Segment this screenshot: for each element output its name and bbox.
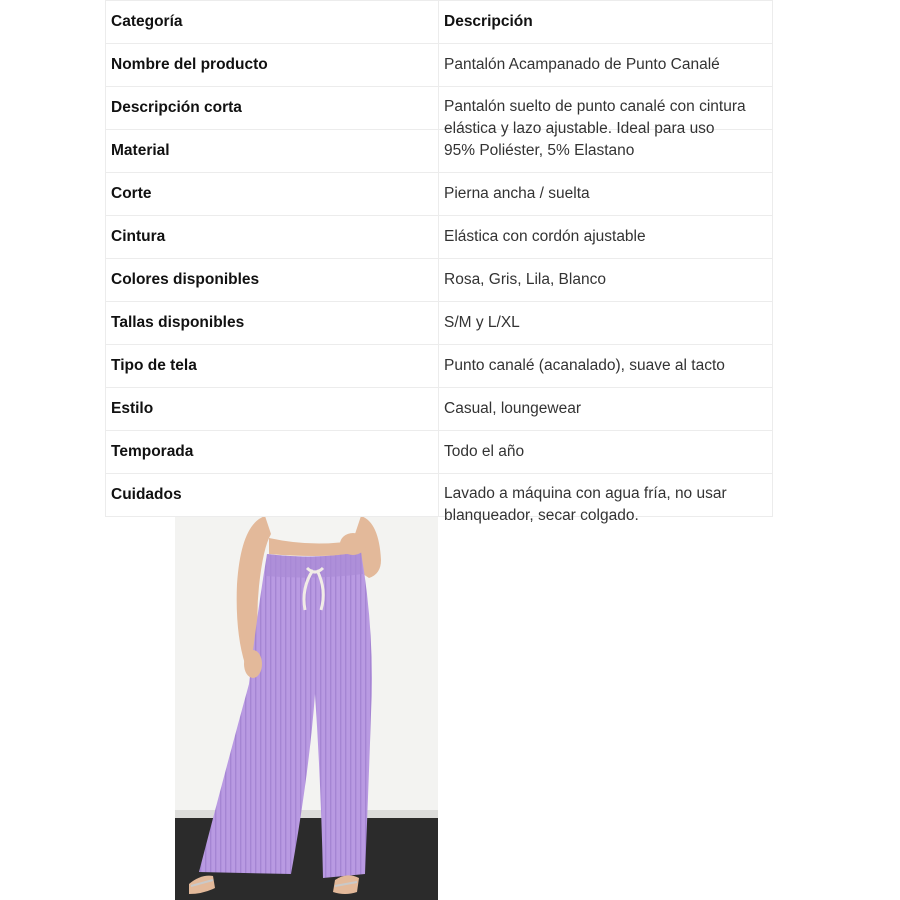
header-category: Categoría — [106, 1, 439, 44]
table-row — [106, 345, 773, 388]
row-value: Pierna ancha / suelta — [439, 173, 773, 216]
table-header-row — [106, 1, 773, 44]
row-value: Rosa, Gris, Lila, Blanco — [439, 259, 773, 302]
row-category: Nombre del producto — [106, 44, 439, 87]
row-category: Tallas disponibles — [106, 302, 439, 345]
table-row — [106, 87, 773, 130]
row-category: Tipo de tela — [106, 345, 439, 388]
header-description: Descripción — [439, 1, 773, 44]
row-category: Material — [106, 130, 439, 173]
row-category: Temporada — [106, 431, 439, 474]
row-value: Lavado a máquina con agua fría, no usar blanqueador, secar colgado. — [444, 485, 727, 524]
row-value: S/M y L/XL — [439, 302, 773, 345]
row-category: Descripción corta — [106, 87, 439, 130]
row-value: Elástica con cordón ajustable — [439, 216, 773, 259]
row-value-cell — [439, 87, 773, 137]
table-row — [106, 173, 773, 216]
table-row — [106, 302, 773, 345]
row-category: Cintura — [106, 216, 439, 259]
right-hand — [340, 533, 366, 555]
table-row — [106, 431, 773, 474]
product-photo — [175, 514, 438, 900]
row-category: Colores disponibles — [106, 259, 439, 302]
table-row — [106, 388, 773, 431]
table-row — [106, 474, 773, 517]
row-value: Pantalón suelto de punto canalé con cintura elástica y lazo ajustable. Ideal para uso — [444, 98, 746, 137]
table-row — [106, 259, 773, 302]
table-row — [106, 44, 773, 87]
product-spec-table — [105, 0, 773, 524]
row-value: Pantalón Acampanado de Punto Canalé — [439, 44, 773, 87]
row-category: Estilo — [106, 388, 439, 431]
row-value: 95% Poliéster, 5% Elastano — [439, 130, 773, 173]
row-value: Punto canalé (acanalado), suave al tacto — [439, 345, 773, 388]
left-hand — [244, 650, 262, 678]
row-category: Corte — [106, 173, 439, 216]
row-category: Cuidados — [106, 474, 439, 517]
row-value: Todo el año — [439, 431, 773, 474]
row-value-cell — [439, 474, 773, 524]
table-row — [106, 216, 773, 259]
row-value: Casual, loungewear — [439, 388, 773, 431]
